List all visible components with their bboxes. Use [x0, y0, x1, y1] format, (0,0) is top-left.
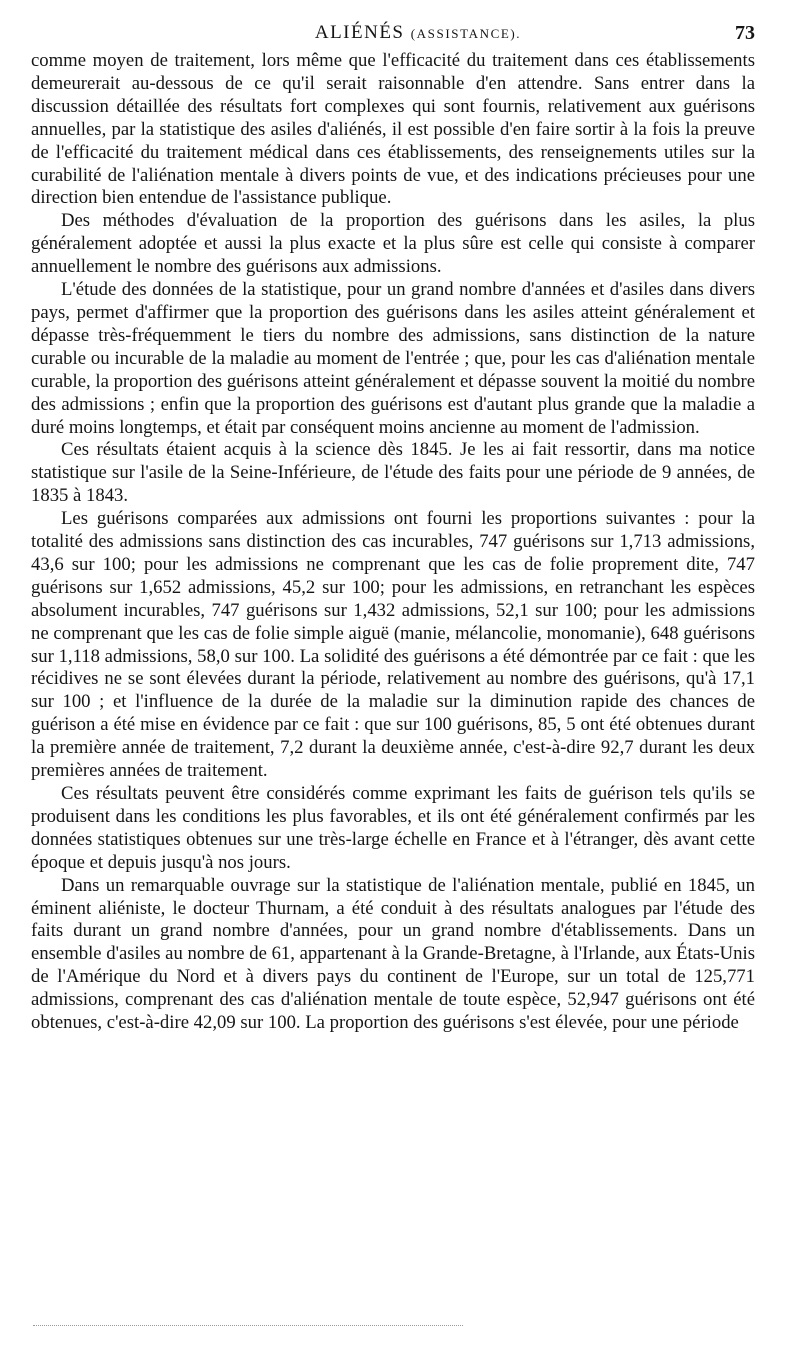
- paragraph: Ces résultats étaient acquis à la science dès 1845. Je les ai fait ressortir, dans ma notice statistique sur l'asile de la Seine-Inférieure, de l'étude des faits pour une période de 9 années, de 1835 à 1843.: [31, 439, 755, 507]
- running-title-main: ALIÉNÉS: [314, 22, 405, 43]
- running-title: [315, 22, 521, 44]
- paragraph-continued: comme moyen de traitement, lors même que l'efficacité du traitement dans ces établissements demeurerait au-dessous de ce qu'il serait raisonnable d'en attendre. Sans entrer dans la discussion détaillée des résultats fort complexes qui sont fournis, relativement aux guérisons annuelles, par la statistique des asiles d'aliénés, il est possible d'en faire sortir à la fois la preuve de l'efficacité du traitement médical dans ces établissements, des renseignements utiles sur la curabilité de l'aliénation mentale à divers points de vue, et des indications précieuses pour une direction bien entendue de l'assistance publique.: [31, 50, 755, 209]
- book-page: [31, 22, 755, 1035]
- running-head: [31, 22, 755, 50]
- paragraph: Ces résultats peuvent être considérés comme exprimant les faits de guérison tels qu'ils se produisent dans les conditions les plus favorables, et ils ont été généralement confirmés par les données statistiques obtenues sur une très-large échelle en France et à l'étranger, dès avant cette époque et depuis jusqu'à nos jours.: [31, 783, 755, 873]
- body-text: [31, 50, 755, 1035]
- paragraph: Dans un remarquable ouvrage sur la statistique de l'aliénation mentale, publié en 1845, un éminent aliéniste, le docteur Thurnam, a été conduit à des résultats analogues par l'étude des faits durant un grand nombre d'années, pour un grand nombre d'établissements. Dans un ensemble d'asiles au nombre de 61, appartenant à la Grande-Bretagne, à l'Irlande, aux États-Unis de l'Amérique du Nord et à divers pays du continent de l'Europe, sur un total de 125,771 admissions, comprenant des cas d'aliénation mentale de toute espèce, 52,947 guérisons ont été obtenues, c'est-à-dire 42,09 sur 100. La proportion des guérisons s'est élevée, pour une période: [31, 874, 755, 1034]
- footer-dotted-rule: [33, 1325, 463, 1326]
- page-number: 73: [735, 22, 755, 44]
- paragraph: Les guérisons comparées aux admissions ont fourni les proportions suivantes : pour la totalité des admissions sans distinction des cas incurables, 747 guérisons sur 1,713 admissions, 43,6 sur 100; pour les admissions ne comprenant que les cas de folie proprement dite, 747 guérisons sur 1,652 admissions, 45,2 sur 100; pour les admissions, en retranchant les espèces absolument incurables, 747 guérisons sur 1,432 admissions, 52,1 sur 100; pour les admissions ne comprenant que les cas de folie simple aiguë (manie, mélancolie, monomanie), 648 guérisons sur 1,118 admissions, 58,0 sur 100. La solidité des guérisons a été démontrée par ce fait : que les récidives ne se sont élevées durant la période, relativement au nombre des guérisons, qu'à 17,1 sur 100 ; et l'influence de la durée de la maladie sur la diminution rapide des chances de guérison a été mise en évidence par ce fait : que sur 100 guérisons, 85, 5 ont été obtenues durant la première année de traitement, 7,2 durant la deuxième année, c'est-à-dire 92,7 durant les deux premières années de traitement.: [31, 508, 755, 782]
- paragraph: Des méthodes d'évaluation de la proportion des guérisons dans les asiles, la plus généralement adoptée et aussi la plus exacte et la plus sûre est celle qui consiste à comparer annuellement le nombre des guérisons aux admissions.: [31, 210, 755, 278]
- running-title-sub: (ASSISTANCE).: [410, 26, 522, 41]
- paragraph: L'étude des données de la statistique, pour un grand nombre d'années et d'asiles dans divers pays, permet d'affirmer que la proportion des guérisons dans les asiles atteint généralement et dépasse très-fréquemment le tiers du nombre des admissions, sans distinction de la nature curable ou incurable de la maladie au moment de l'entrée ; que, pour les cas d'aliénation mentale curable, la proportion des guérisons atteint généralement et dépasse souvent la moitié du nombre des admissions ; enfin que la proportion des guérisons est d'autant plus grande que la maladie a duré moins longtemps, et était par conséquent moins ancienne au moment de l'admission.: [31, 279, 755, 438]
